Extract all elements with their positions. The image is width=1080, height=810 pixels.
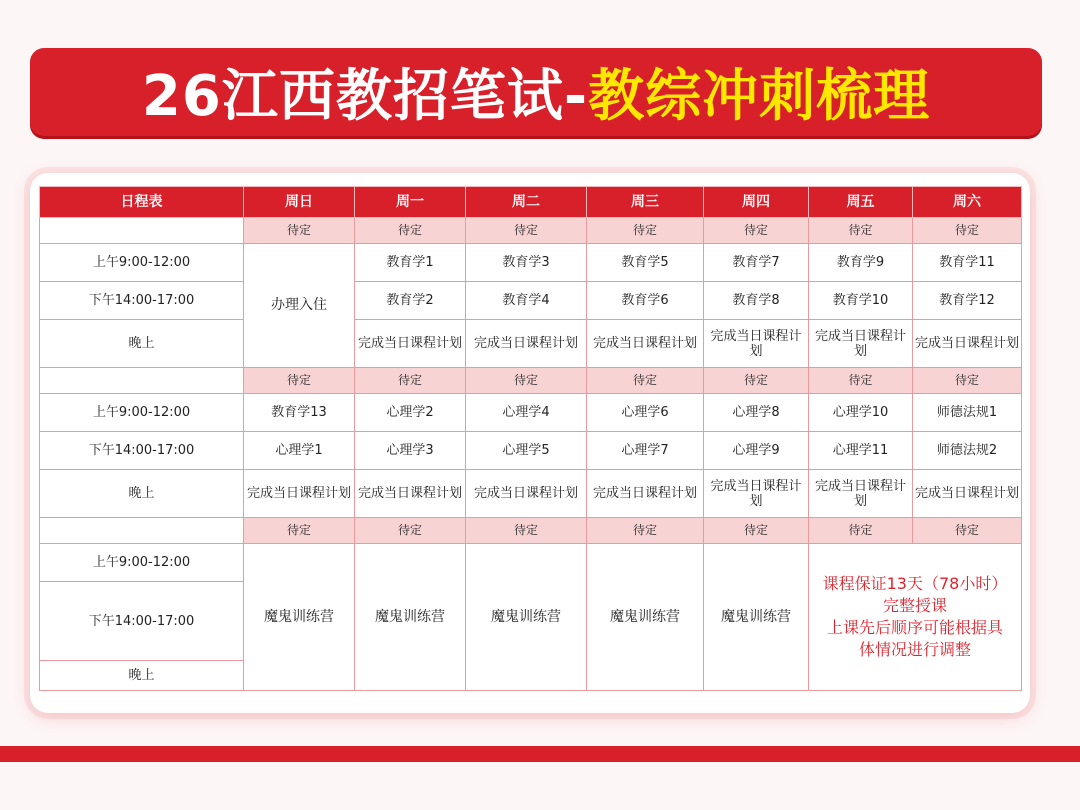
header-thu: 周四 [704, 187, 809, 218]
time-eve: 晚上 [40, 470, 244, 518]
camp-cell: 魔鬼训练营 [355, 544, 466, 691]
camp-cell: 魔鬼训练营 [704, 544, 809, 691]
week1-pm-row [40, 282, 1022, 320]
camp-cell: 魔鬼训练营 [587, 544, 704, 691]
note-line: 完整授课 [882, 596, 947, 615]
date-pending: 待定 [466, 518, 587, 544]
plan-cell: 完成当日课程计划 [704, 320, 809, 368]
plan-cell: 完成当日课程计划 [809, 470, 913, 518]
date-pending: 待定 [704, 368, 809, 394]
lesson-cell: 心理学4 [466, 394, 587, 432]
date-pending: 待定 [913, 218, 1022, 244]
header-schedule: 日程表 [40, 187, 244, 218]
header-sun: 周日 [244, 187, 355, 218]
lesson-cell: 心理学7 [587, 432, 704, 470]
camp-cell: 魔鬼训练营 [244, 544, 355, 691]
plan-cell: 完成当日课程计划 [913, 470, 1022, 518]
header-tue: 周二 [466, 187, 587, 218]
plan-cell: 完成当日课程计划 [587, 470, 704, 518]
week2-eve-row [40, 470, 1022, 518]
date-pending: 待定 [355, 518, 466, 544]
date-pending: 待定 [587, 218, 704, 244]
date-pending: 待定 [466, 368, 587, 394]
lesson-cell: 教育学13 [244, 394, 355, 432]
schedule-table [39, 186, 1022, 691]
lesson-cell: 心理学5 [466, 432, 587, 470]
lesson-cell: 教育学12 [913, 282, 1022, 320]
table-header-row [40, 187, 1022, 218]
plan-cell: 完成当日课程计划 [587, 320, 704, 368]
title-part-yellow: 教综冲刺梳理 [588, 64, 931, 129]
plan-cell: 完成当日课程计划 [466, 320, 587, 368]
week1-date-row [40, 218, 1022, 244]
date-pending: 待定 [913, 518, 1022, 544]
plan-cell: 完成当日课程计划 [466, 470, 587, 518]
time-pm: 下午14:00-17:00 [40, 432, 244, 470]
header-sat: 周六 [913, 187, 1022, 218]
plan-cell: 完成当日课程计划 [355, 320, 466, 368]
week3-date-row [40, 518, 1022, 544]
week2-pm-row [40, 432, 1022, 470]
note-line: 上课先后顺序可能根据具 [826, 618, 1003, 637]
date-pending: 待定 [355, 218, 466, 244]
date-pending: 待定 [244, 218, 355, 244]
lesson-cell: 教育学2 [355, 282, 466, 320]
lesson-cell: 心理学11 [809, 432, 913, 470]
date-pending: 待定 [913, 368, 1022, 394]
lesson-cell: 教育学3 [466, 244, 587, 282]
date-pending: 待定 [466, 218, 587, 244]
time-pm: 下午14:00-17:00 [40, 582, 244, 661]
lesson-cell: 师德法规1 [913, 394, 1022, 432]
lesson-cell: 教育学5 [587, 244, 704, 282]
date-pending: 待定 [704, 218, 809, 244]
lesson-cell: 心理学3 [355, 432, 466, 470]
lesson-cell: 教育学1 [355, 244, 466, 282]
plan-cell: 完成当日课程计划 [809, 320, 913, 368]
lesson-cell: 心理学8 [704, 394, 809, 432]
date-pending: 待定 [809, 518, 913, 544]
lesson-cell: 教育学9 [809, 244, 913, 282]
lesson-cell: 心理学10 [809, 394, 913, 432]
header-mon: 周一 [355, 187, 466, 218]
note-line: 课程保证13天（78小时） [822, 574, 1008, 593]
week2-date-row [40, 368, 1022, 394]
lesson-cell: 教育学8 [704, 282, 809, 320]
lesson-cell: 教育学11 [913, 244, 1022, 282]
date-pending: 待定 [809, 218, 913, 244]
camp-cell: 魔鬼训练营 [466, 544, 587, 691]
header-wed: 周三 [587, 187, 704, 218]
week2-am-row [40, 394, 1022, 432]
date-pending: 待定 [244, 368, 355, 394]
time-am: 上午9:00-12:00 [40, 244, 244, 282]
lesson-cell: 心理学2 [355, 394, 466, 432]
plan-cell: 完成当日课程计划 [704, 470, 809, 518]
lesson-cell: 心理学6 [587, 394, 704, 432]
date-pending: 待定 [704, 518, 809, 544]
time-eve: 晚上 [40, 320, 244, 368]
plan-cell: 完成当日课程计划 [913, 320, 1022, 368]
title-banner [30, 48, 1042, 136]
week1-am-row [40, 244, 1022, 282]
page-title [142, 52, 930, 132]
date-pending: 待定 [809, 368, 913, 394]
time-am: 上午9:00-12:00 [40, 394, 244, 432]
plan-cell: 完成当日课程计划 [355, 470, 466, 518]
course-note [809, 544, 1022, 691]
lesson-cell: 心理学1 [244, 432, 355, 470]
plan-cell: 完成当日课程计划 [244, 470, 355, 518]
schedule-card [30, 173, 1030, 713]
week3-am-row [40, 544, 1022, 582]
bottom-bar [0, 746, 1080, 762]
time-eve: 晚上 [40, 661, 244, 691]
note-line: 体情况进行调整 [858, 640, 971, 659]
lesson-cell: 教育学10 [809, 282, 913, 320]
time-pm: 下午14:00-17:00 [40, 282, 244, 320]
date-pending: 待定 [587, 368, 704, 394]
lesson-cell: 心理学9 [704, 432, 809, 470]
week1-eve-row [40, 320, 1022, 368]
lesson-cell: 教育学6 [587, 282, 704, 320]
date-pending: 待定 [587, 518, 704, 544]
header-fri: 周五 [809, 187, 913, 218]
lesson-cell: 教育学4 [466, 282, 587, 320]
time-am: 上午9:00-12:00 [40, 544, 244, 582]
lesson-cell: 教育学7 [704, 244, 809, 282]
lesson-cell: 师德法规2 [913, 432, 1022, 470]
date-pending: 待定 [244, 518, 355, 544]
date-pending: 待定 [355, 368, 466, 394]
checkin-cell: 办理入住 [244, 244, 355, 368]
title-part-white: 26江西教招笔试- [141, 64, 589, 129]
